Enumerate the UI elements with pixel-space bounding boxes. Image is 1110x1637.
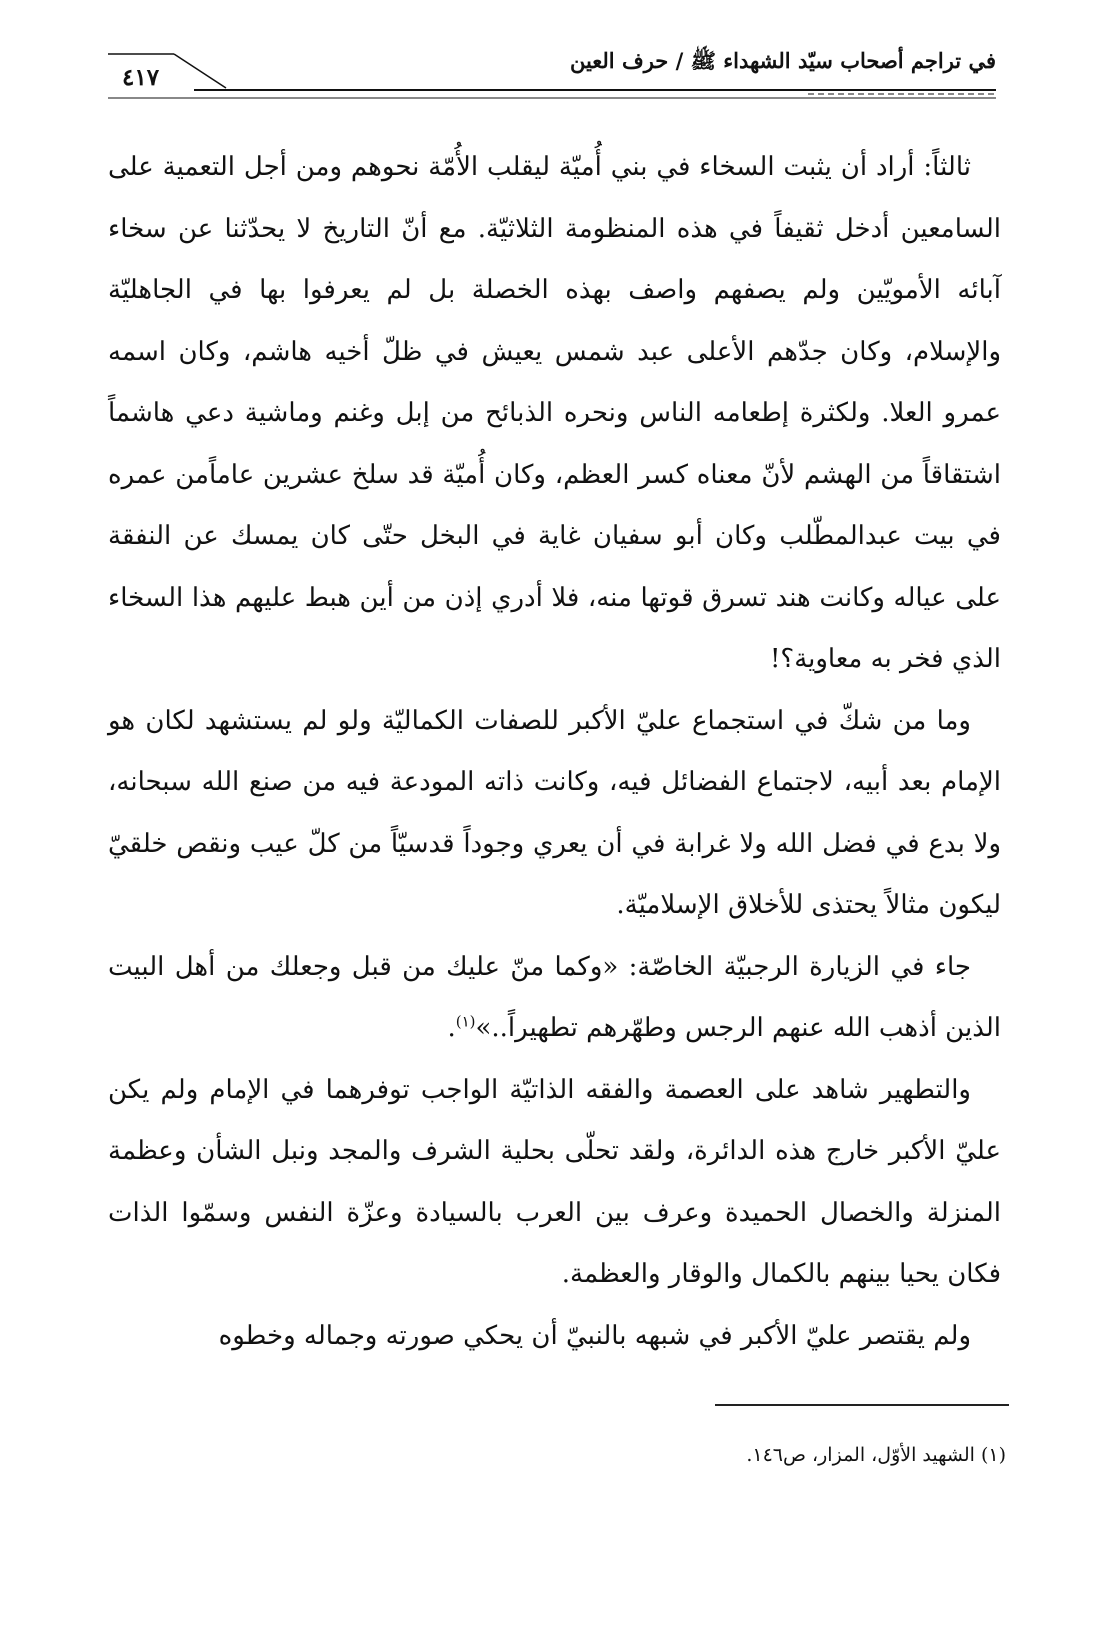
footnote: (١) الشهيد الأوّل، المزار، ص١٤٦. xyxy=(746,1444,1006,1466)
paragraph-1: ثالثاً: أراد أن يثبت السخاء في بني أُميّة ليقلب الأُمّة نحوهم ومن أجل التعمية على السامعين أدخل ثقيفاً في هذه المنظومة الثلاثيّة. مع أنّ التاريخ لا يحدّثنا عن سخاء آبائه الأمويّين ولم يصفهم واصف بهذه الخصلة بل لم يعرفوا بها في الجاهليّة والإسلام، وكان جدّهم الأعلى عبد شمس يعيش في ظلّ أخيه هاشم، وكان اسمه عمرو العلا. ولكثرة إطعامه الناس ونحره الذبائح من إبل وغنم وماشية دعي هاشماً اشتقاقاً من الهشم لأنّ معناه كسر العظم، وكان أُميّة قد سلخ عشرين عاماًمن عمره في بيت عبدالمطّلب وكان أبو سفيان غاية في البخل حتّى كان يمسك عن النفقة على عياله وكانت هند تسرق قوتها منه، فلا أدري إذن من أين هبط عليهم هذا السخاء الذي فخر به معاوية؟! xyxy=(108,152,1001,674)
paragraph-4: والتطهير شاهد على العصمة والفقه الذاتيّة الواجب توفرهما في الإمام ولم يكن عليّ الأكبر خارج هذه الدائرة، ولقد تحلّى بحلية الشرف والمجد ونبل الشأن وعظمة المنزلة والخصال الحميدة وعرف بين العرب بالسيادة وعزّة النفس وسمّوا الذات فكان يحيا بينهم بالكمال والوقار والعظمة. xyxy=(108,1074,1001,1289)
footnote-reference[interactable]: (١) xyxy=(455,1012,476,1031)
page-number: ٤١٧ xyxy=(122,64,160,91)
running-title: في تراجم أصحاب سيّد الشهداء ﷺ / حرف العين xyxy=(569,48,996,73)
footnote-rule xyxy=(715,1404,1009,1406)
paragraph-5: ولم يقتصر عليّ الأكبر في شبهه بالنبيّ أن يحكي صورته وجماله وخطوه xyxy=(218,1320,971,1351)
paragraph-3-end: . xyxy=(447,1013,456,1043)
paragraph-3-text: جاء في الزيارة الرجبيّة الخاصّة: «وكما منّ عليك من قبل وجعلك من أهل البيت الذين أذهب الله عنهم الرجس وطهّرهم تطهيراً..» xyxy=(108,951,1001,1043)
paragraph-3 xyxy=(108,937,1001,1060)
body-text xyxy=(108,137,1001,1367)
paragraph-2: وما من شكّ في استجماع عليّ الأكبر للصفات الكماليّة ولو لم يستشهد لكان هو الإمام بعد أبيه، لاجتماع الفضائل فيه، وكانت ذاته المودعة فيه من صنع الله سبحانه، ولا بدع في فضل الله ولا غرابة في أن يعري وجوداً قدسيّاً من كلّ عيب ونقص خلقيّ ليكون مثالاً يحتذى للأخلاق الإسلاميّة. xyxy=(108,705,1001,920)
page-header xyxy=(108,40,996,110)
